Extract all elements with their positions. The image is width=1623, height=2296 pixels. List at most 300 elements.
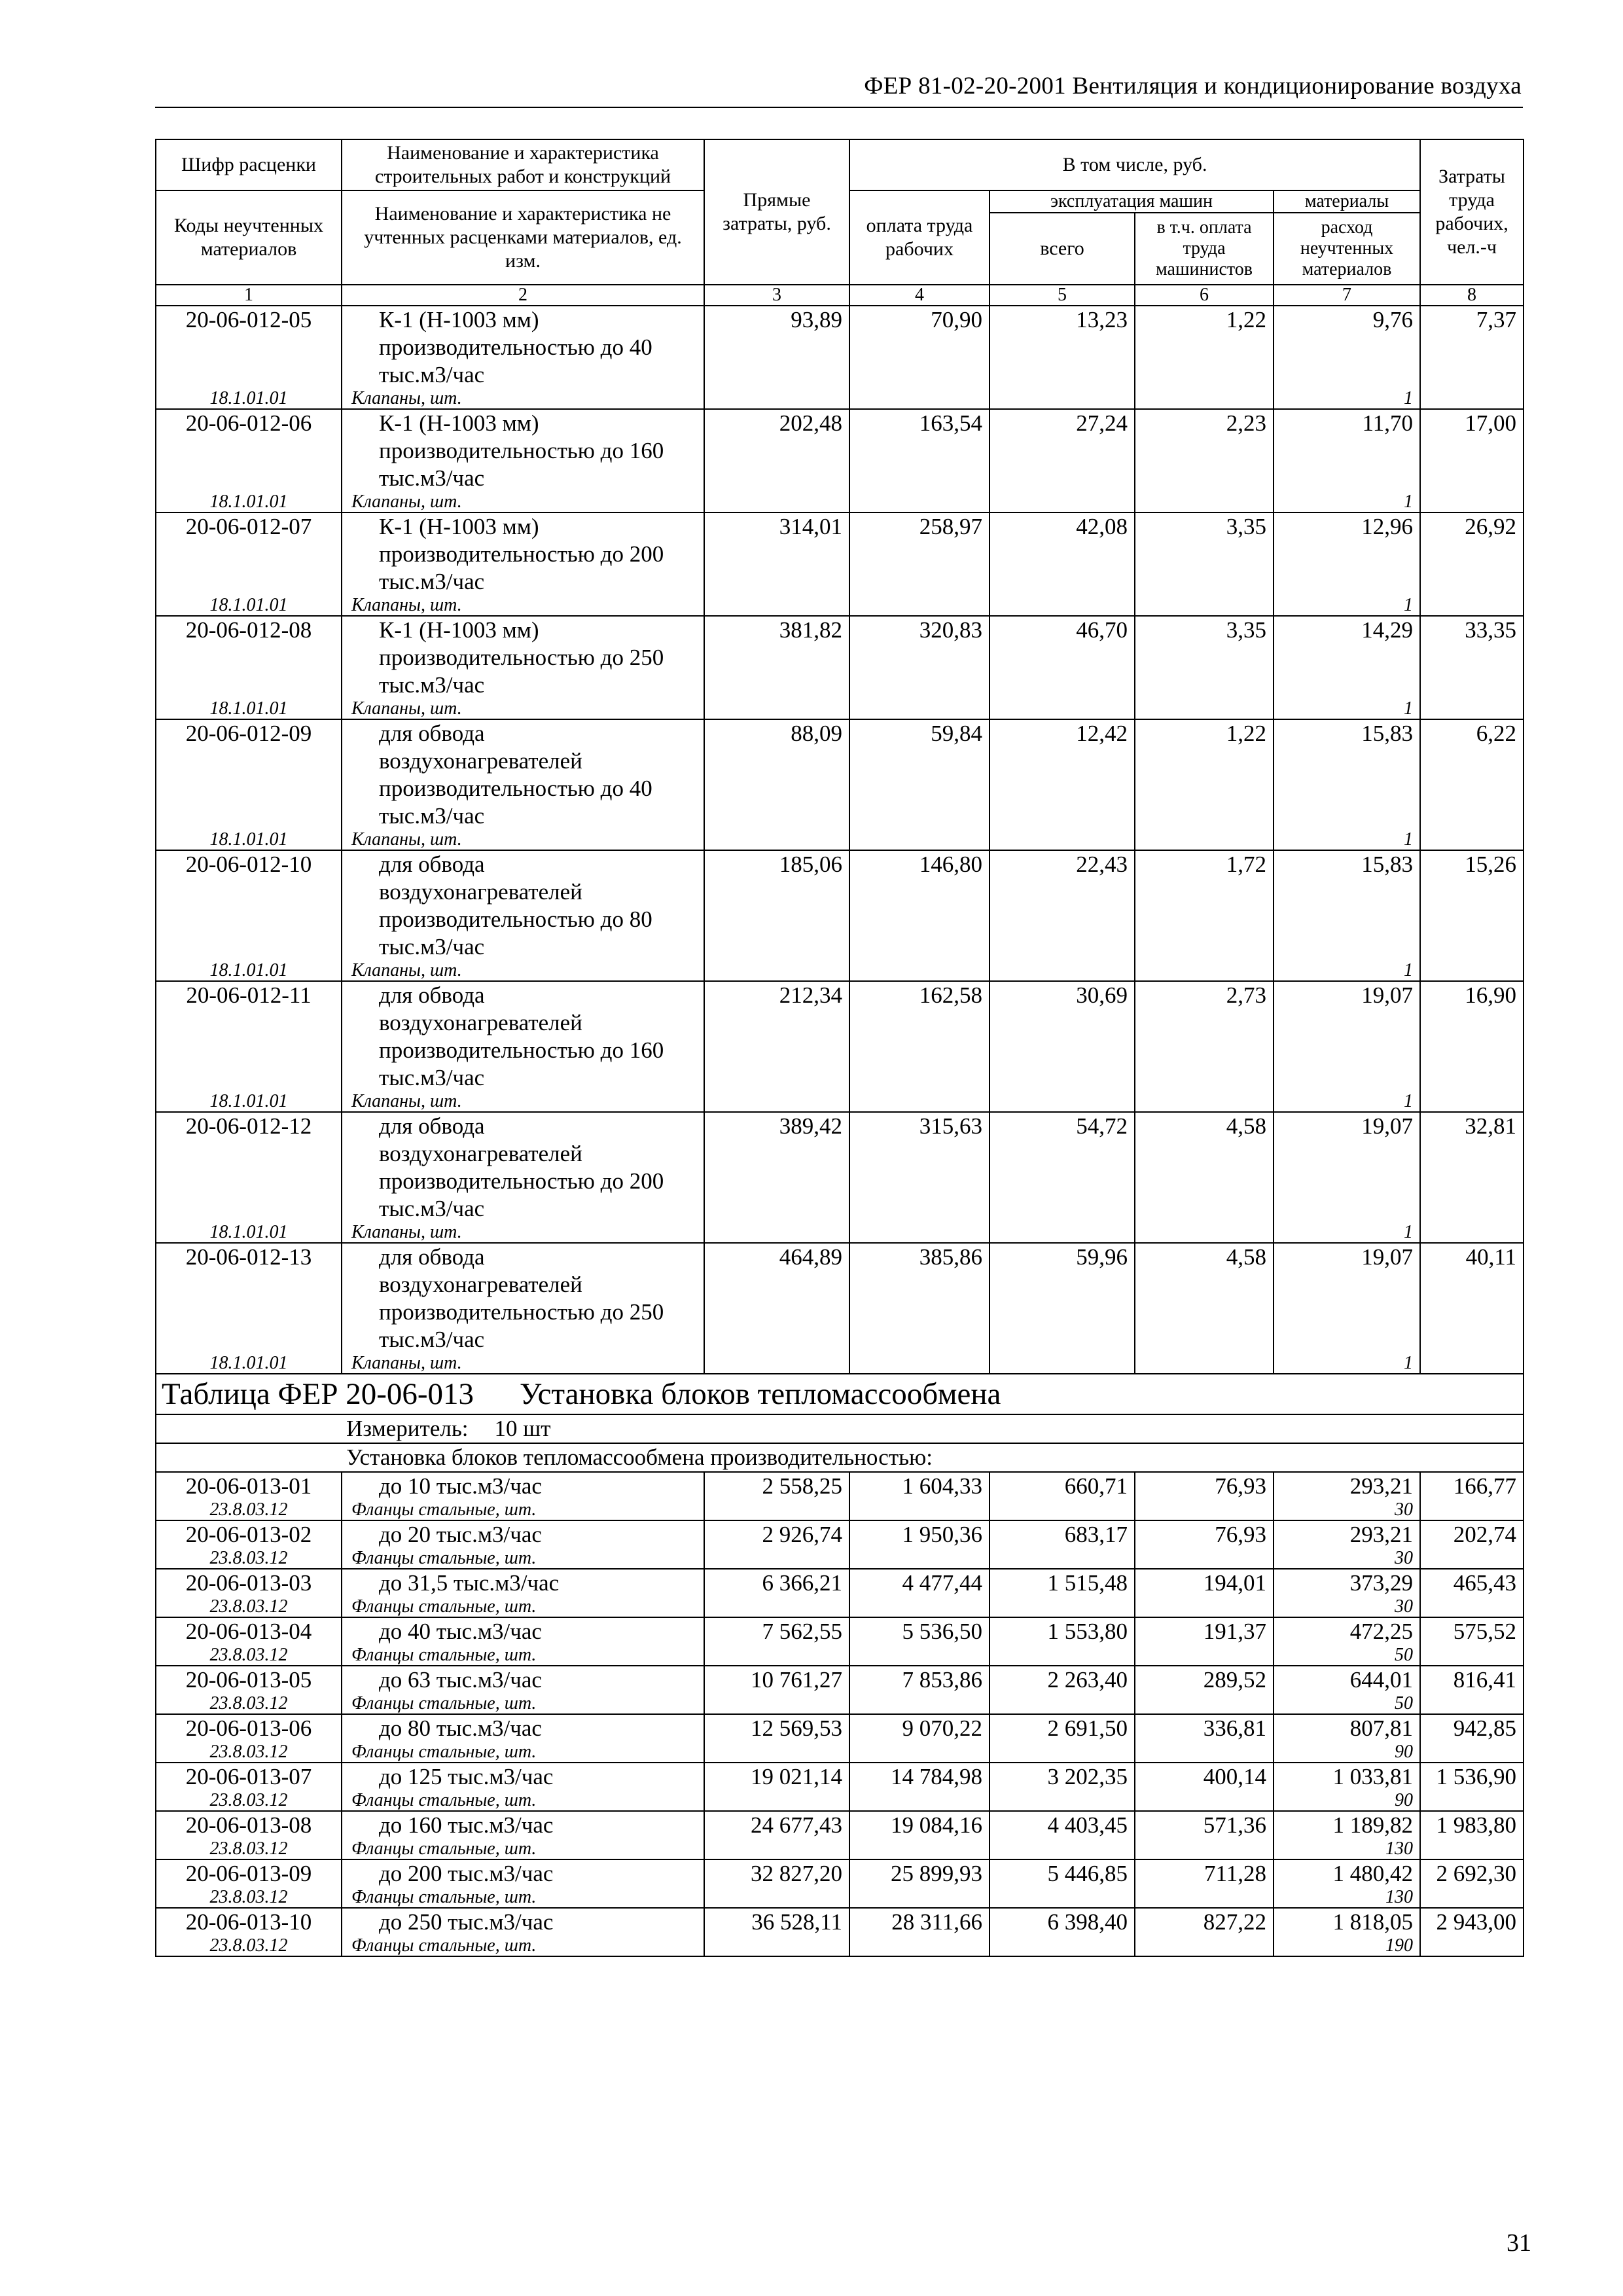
material-code: 23.8.03.12 [156,1645,342,1666]
rate-name: до 80 тыс.м3/час [342,1714,704,1742]
header-labor-pay: оплата труда рабочих [849,190,990,285]
material-name: Фланцы стальные, шт. [342,1791,704,1811]
table-row [156,616,1524,699]
material-qty: 1 [1274,830,1420,850]
rate-code: 20-06-012-10 [156,850,342,961]
material-code: 18.1.01.01 [156,699,342,719]
material-row [156,1791,1524,1811]
value-labor-pay: 146,80 [849,850,990,961]
table-row [156,719,1524,830]
material-name: Фланцы стальные, шт. [342,1597,704,1617]
material-row [156,830,1524,850]
rate-code: 20-06-012-12 [156,1112,342,1223]
value-direct: 381,82 [704,616,849,699]
empty-cell [704,492,849,512]
rate-name-line: тыс.м3/час [379,934,485,960]
value-direct: 2 558,25 [704,1472,849,1500]
empty-cell [704,961,849,981]
material-code: 23.8.03.12 [156,1500,342,1520]
rate-name: до 160 тыс.м3/час [342,1811,704,1839]
value-labor-costs: 166,77 [1420,1472,1524,1520]
rate-name-line: производительностью до 40 [379,776,652,801]
empty-cell [849,596,990,616]
value-machines: 59,96 [990,1243,1135,1354]
value-labor-costs: 26,92 [1420,512,1524,616]
rate-name [342,1243,704,1354]
value-machines: 3 202,35 [990,1763,1135,1791]
rate-name [342,409,704,492]
table-row [156,1472,1524,1500]
value-direct: 12 569,53 [704,1714,849,1742]
value-labor-pay: 19 084,16 [849,1811,990,1839]
table-row [156,512,1524,596]
empty-cell [1135,1092,1274,1112]
value-labor-pay: 28 311,66 [849,1908,990,1936]
material-row [156,1354,1524,1374]
value-labor-costs: 942,85 [1420,1714,1524,1763]
empty-cell [704,1354,849,1374]
empty-cell [849,1223,990,1243]
empty-cell [1135,830,1274,850]
value-labor-pay: 70,90 [849,306,990,389]
empty-cell [1135,1597,1274,1617]
material-code: 23.8.03.12 [156,1888,342,1908]
material-code: 18.1.01.01 [156,1223,342,1243]
value-machines: 2 263,40 [990,1666,1135,1694]
value-materials: 11,70 [1274,409,1420,492]
material-code: 18.1.01.01 [156,1092,342,1112]
material-qty: 90 [1274,1791,1420,1811]
empty-cell [990,1223,1135,1243]
table-row [156,1811,1524,1839]
column-number: 2 [342,285,704,306]
value-labor-costs: 2 692,30 [1420,1859,1524,1908]
rate-code: 20-06-013-06 [156,1714,342,1742]
empty-cell [704,1549,849,1569]
material-row [156,1936,1524,1956]
material-qty: 30 [1274,1597,1420,1617]
header-name: Наименование и характеристика строительных работ и конструкций [342,139,704,190]
rate-code: 20-06-013-07 [156,1763,342,1791]
value-direct: 212,34 [704,981,849,1092]
material-qty: 1 [1274,1092,1420,1112]
rate-code: 20-06-012-09 [156,719,342,830]
material-code: 23.8.03.12 [156,1791,342,1811]
material-row [156,1645,1524,1666]
material-qty: 1 [1274,492,1420,512]
rate-name-line: производительностью до 250 [379,1299,664,1325]
material-qty: 1 [1274,1223,1420,1243]
rate-name-line: для обвода [379,982,485,1008]
material-qty: 130 [1274,1839,1420,1859]
rate-code: 20-06-012-05 [156,306,342,389]
value-direct: 314,01 [704,512,849,596]
value-materials: 14,29 [1274,616,1420,699]
material-qty: 190 [1274,1936,1420,1956]
rate-name-line: К-1 (Н-1003 мм) [379,617,539,643]
rate-name-line: тыс.м3/час [379,569,485,594]
rate-name: до 200 тыс.м3/час [342,1859,704,1888]
empty-cell [1135,1223,1274,1243]
value-labor-costs: 1 536,90 [1420,1763,1524,1811]
value-direct: 6 366,21 [704,1569,849,1597]
rate-name-line: для обвода [379,1244,485,1270]
value-labor-pay: 320,83 [849,616,990,699]
value-materials: 19,07 [1274,1112,1420,1223]
value-materials: 9,76 [1274,306,1420,389]
empty-cell [990,1888,1135,1908]
value-labor-costs: 1 983,80 [1420,1811,1524,1859]
empty-cell [990,1354,1135,1374]
rate-name [342,616,704,699]
material-code: 18.1.01.01 [156,961,342,981]
value-machines: 2 691,50 [990,1714,1135,1742]
value-direct: 93,89 [704,306,849,389]
rate-name-line: тыс.м3/час [379,672,485,698]
value-labor-pay: 315,63 [849,1112,990,1223]
empty-cell [849,1936,990,1956]
value-materials: 644,01 [1274,1666,1420,1694]
material-qty: 1 [1274,1354,1420,1374]
empty-cell [704,1694,849,1714]
rate-name-line: тыс.м3/час [379,362,485,387]
empty-cell [1135,1500,1274,1520]
material-code: 23.8.03.12 [156,1936,342,1956]
empty-cell [849,492,990,512]
empty-cell [849,1791,990,1811]
rate-code: 20-06-013-10 [156,1908,342,1936]
rate-name: до 31,5 тыс.м3/час [342,1569,704,1597]
value-labor-costs: 575,52 [1420,1617,1524,1666]
value-direct: 185,06 [704,850,849,961]
rate-name-line: тыс.м3/час [379,1196,485,1221]
value-machinists: 4,58 [1135,1243,1274,1354]
empty-cell [1135,1791,1274,1811]
empty-cell [990,1092,1135,1112]
empty-cell [849,1597,990,1617]
empty-cell [704,1223,849,1243]
empty-cell [704,830,849,850]
empty-cell [1135,1839,1274,1859]
value-machines: 42,08 [990,512,1135,596]
empty-cell [990,596,1135,616]
material-qty: 30 [1274,1549,1420,1569]
material-row [156,699,1524,719]
empty-cell [990,1839,1135,1859]
value-machinists: 571,36 [1135,1811,1274,1839]
material-name: Клапаны, шт. [342,830,704,850]
meter-value: 10 шт [494,1416,551,1441]
table-row [156,1859,1524,1888]
material-qty: 90 [1274,1742,1420,1763]
value-labor-pay: 162,58 [849,981,990,1092]
empty-cell [990,492,1135,512]
material-qty: 50 [1274,1694,1420,1714]
material-name: Клапаны, шт. [342,596,704,616]
rate-name-line: производительностью до 200 [379,1168,664,1194]
material-code: 18.1.01.01 [156,830,342,850]
empty-cell [1135,1694,1274,1714]
material-name: Клапаны, шт. [342,961,704,981]
rate-name-line: тыс.м3/час [379,1065,485,1090]
column-number: 5 [990,285,1135,306]
value-materials: 472,25 [1274,1617,1420,1645]
value-direct: 389,42 [704,1112,849,1223]
material-code: 18.1.01.01 [156,492,342,512]
rate-name-line: производительностью до 160 [379,438,664,463]
rate-code: 20-06-013-09 [156,1859,342,1888]
empty-cell [990,1936,1135,1956]
value-machinists: 1,72 [1135,850,1274,961]
rate-name-line: К-1 (Н-1003 мм) [379,514,539,539]
value-labor-costs: 40,11 [1420,1243,1524,1374]
material-name: Фланцы стальные, шт. [342,1645,704,1666]
value-direct: 88,09 [704,719,849,830]
empty-cell [990,1500,1135,1520]
header-labor-costs: Затраты труда рабочих, чел.-ч [1420,139,1524,285]
value-machines: 30,69 [990,981,1135,1092]
value-labor-pay: 4 477,44 [849,1569,990,1597]
empty-cell [849,1888,990,1908]
empty-cell [849,830,990,850]
rate-name-line: производительностью до 80 [379,906,652,932]
rate-name-line: для обвода [379,852,485,877]
table-row [156,1714,1524,1742]
material-code: 18.1.01.01 [156,1354,342,1374]
header-including: В том числе, руб. [849,139,1420,190]
material-qty: 130 [1274,1888,1420,1908]
value-materials: 293,21 [1274,1520,1420,1549]
value-labor-pay: 1 950,36 [849,1520,990,1549]
rate-name-line: производительностью до 40 [379,334,652,360]
table-row [156,1520,1524,1549]
value-labor-pay: 1 604,33 [849,1472,990,1500]
value-labor-pay: 385,86 [849,1243,990,1354]
column-number: 4 [849,285,990,306]
value-machinists: 76,93 [1135,1472,1274,1500]
rate-name-line: тыс.м3/час [379,465,485,491]
material-row [156,596,1524,616]
rate-name-line: для обвода [379,1113,485,1139]
value-machines: 4 403,45 [990,1811,1135,1839]
rate-code: 20-06-013-01 [156,1472,342,1500]
empty-cell [1135,1888,1274,1908]
value-labor-costs: 816,41 [1420,1666,1524,1714]
empty-cell [849,1500,990,1520]
value-direct: 36 528,11 [704,1908,849,1936]
empty-cell [704,1888,849,1908]
value-direct: 19 021,14 [704,1763,849,1791]
material-name: Клапаны, шт. [342,699,704,719]
empty-cell [1135,1936,1274,1956]
value-machines: 46,70 [990,616,1135,699]
material-name: Клапаны, шт. [342,492,704,512]
empty-cell [1135,699,1274,719]
empty-cell [704,1645,849,1666]
material-row [156,1223,1524,1243]
header-rule [155,107,1523,108]
value-machines: 1 515,48 [990,1569,1135,1597]
rate-code: 20-06-012-08 [156,616,342,699]
empty-cell [1135,492,1274,512]
header-direct-costs: Прямые затраты, руб. [704,139,849,285]
value-materials: 19,07 [1274,981,1420,1092]
header-uncounted-codes: Коды неучтенных материалов [156,190,342,285]
value-materials: 1 818,05 [1274,1908,1420,1936]
table-row [156,981,1524,1092]
value-labor-pay: 7 853,86 [849,1666,990,1694]
value-materials: 1 189,82 [1274,1811,1420,1839]
value-labor-costs: 32,81 [1420,1112,1524,1243]
value-labor-pay: 163,54 [849,409,990,492]
column-number: 7 [1274,285,1420,306]
empty-cell [704,596,849,616]
value-machines: 12,42 [990,719,1135,830]
value-labor-costs: 17,00 [1420,409,1524,512]
rate-name-line: для обвода [379,721,485,746]
rate-name-line: тыс.м3/час [379,803,485,829]
empty-cell [704,1839,849,1859]
empty-cell [1135,389,1274,409]
rate-code: 20-06-013-08 [156,1811,342,1839]
table-row [156,1569,1524,1597]
empty-cell [990,1694,1135,1714]
material-qty: 1 [1274,389,1420,409]
rate-name: до 40 тыс.м3/час [342,1617,704,1645]
section-013-title [156,1374,1524,1414]
empty-cell [1135,1354,1274,1374]
value-direct: 32 827,20 [704,1859,849,1888]
column-number: 8 [1420,285,1524,306]
value-machinists: 336,81 [1135,1714,1274,1742]
empty-cell [849,699,990,719]
value-machinists: 191,37 [1135,1617,1274,1645]
empty-cell [1135,1549,1274,1569]
rate-code: 20-06-012-06 [156,409,342,492]
value-direct: 7 562,55 [704,1617,849,1645]
empty-cell [990,1549,1135,1569]
material-row [156,1092,1524,1112]
value-machinists: 827,22 [1135,1908,1274,1936]
rate-name [342,981,704,1092]
rate-name-line: производительностью до 250 [379,645,664,670]
material-row [156,961,1524,981]
value-labor-costs: 7,37 [1420,306,1524,409]
empty-cell [1135,1742,1274,1763]
empty-cell [990,1597,1135,1617]
value-labor-costs: 465,43 [1420,1569,1524,1617]
section-013-title-name: Установка блоков тепломассообмена [520,1377,1001,1411]
empty-cell [1135,596,1274,616]
header-materials: материалы [1274,190,1420,213]
value-labor-pay: 9 070,22 [849,1714,990,1742]
value-machines: 5 446,85 [990,1859,1135,1888]
empty-cell [704,1936,849,1956]
empty-cell [990,389,1135,409]
value-labor-costs: 16,90 [1420,981,1524,1112]
material-name: Фланцы стальные, шт. [342,1839,704,1859]
value-materials: 19,07 [1274,1243,1420,1354]
rate-code: 20-06-013-04 [156,1617,342,1645]
table-row [156,1666,1524,1694]
empty-cell [704,699,849,719]
value-direct: 24 677,43 [704,1811,849,1839]
table-row [156,409,1524,492]
value-materials: 12,96 [1274,512,1420,596]
value-labor-pay: 5 536,50 [849,1617,990,1645]
value-materials: 15,83 [1274,850,1420,961]
empty-cell [704,1791,849,1811]
material-name: Фланцы стальные, шт. [342,1742,704,1763]
table-row [156,1112,1524,1223]
material-row [156,1694,1524,1714]
header-code: Шифр расценки [156,139,342,190]
header-machines: эксплуатация машин [990,190,1274,213]
value-labor-costs: 6,22 [1420,719,1524,850]
empty-cell [704,1500,849,1520]
rate-name-line: воздухонагревателей [379,879,582,905]
value-machines: 54,72 [990,1112,1135,1223]
material-qty: 1 [1274,961,1420,981]
rate-code: 20-06-012-11 [156,981,342,1092]
value-direct: 2 926,74 [704,1520,849,1549]
empty-cell [849,961,990,981]
material-row [156,1839,1524,1859]
material-code: 23.8.03.12 [156,1597,342,1617]
page-number: 31 [1507,2229,1531,2257]
table-row [156,850,1524,961]
value-labor-costs: 15,26 [1420,850,1524,981]
value-machines: 6 398,40 [990,1908,1135,1936]
rate-name-line: воздухонагревателей [379,1272,582,1297]
rate-code: 20-06-013-03 [156,1569,342,1597]
section-013-subheading: Установка блоков тепломассообмена производительностью: [156,1443,1524,1472]
value-machines: 13,23 [990,306,1135,389]
material-row [156,1888,1524,1908]
document-header-title: ФЕР 81-02-20-2001 Вентиляция и кондиционирование воздуха [864,73,1522,99]
empty-cell [990,1791,1135,1811]
value-machines: 1 553,80 [990,1617,1135,1645]
material-name: Фланцы стальные, шт. [342,1936,704,1956]
table-row [156,1243,1524,1354]
empty-cell [1135,961,1274,981]
value-machines: 27,24 [990,409,1135,492]
rate-name-line: производительностью до 160 [379,1037,664,1063]
empty-cell [849,389,990,409]
rate-name: до 10 тыс.м3/час [342,1472,704,1500]
value-materials: 1 033,81 [1274,1763,1420,1791]
rate-name [342,719,704,830]
empty-cell [849,1549,990,1569]
value-machinists: 194,01 [1135,1569,1274,1597]
table-row [156,1763,1524,1791]
material-qty: 50 [1274,1645,1420,1666]
rate-name-line: воздухонагревателей [379,1141,582,1166]
material-name: Фланцы стальные, шт. [342,1694,704,1714]
section-013 [156,1374,1524,1472]
column-number: 1 [156,285,342,306]
value-machinists: 289,52 [1135,1666,1274,1694]
value-labor-costs: 202,74 [1420,1520,1524,1569]
value-machinists: 2,73 [1135,981,1274,1092]
material-name: Фланцы стальные, шт. [342,1888,704,1908]
value-labor-pay: 59,84 [849,719,990,830]
rate-code: 20-06-012-13 [156,1243,342,1354]
value-labor-pay: 25 899,93 [849,1859,990,1888]
column-numbers-row [156,285,1524,306]
empty-cell [849,1092,990,1112]
column-number: 6 [1135,285,1274,306]
